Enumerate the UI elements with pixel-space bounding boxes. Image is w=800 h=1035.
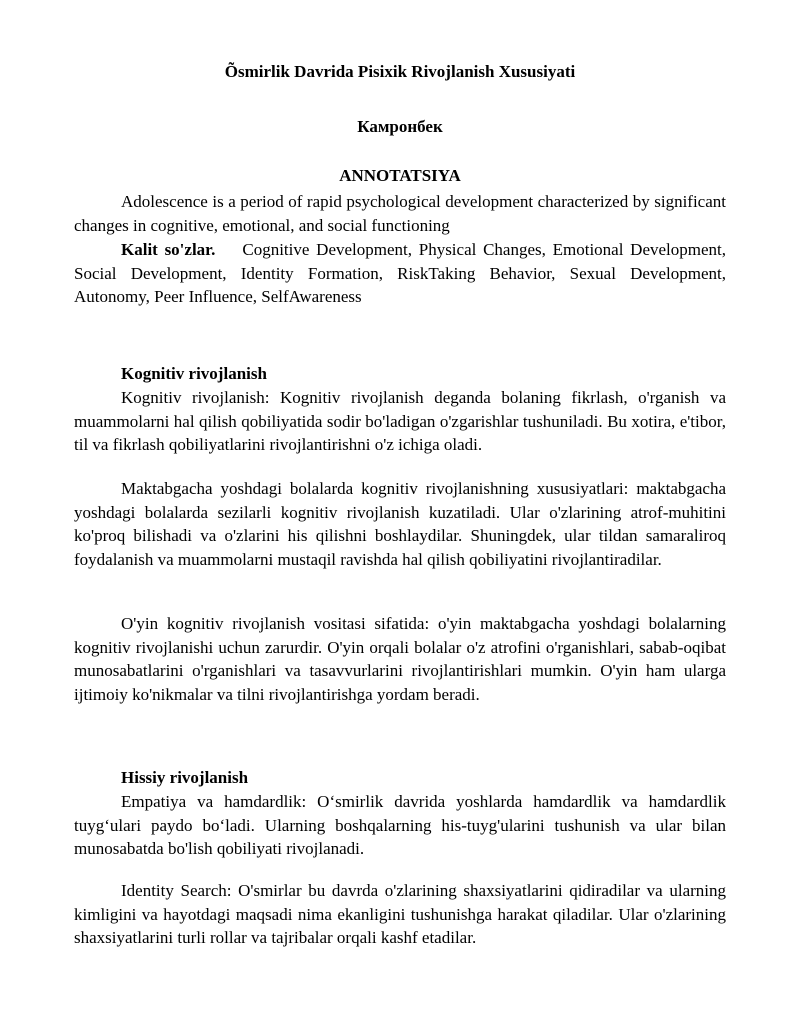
document-title: Õsmirlik Davrida Pisixik Rivojlanish Xususiyati (224, 62, 576, 81)
section-paragraph: Identity Search: O'smirlar bu davrda o'zlarining shaxsiyatlarini qidiradilar va ularning kimligini va hayotdagi maqsadi nima ekanligini tushunishga harakat qiladilar. Ular o'zlarining shaxsiyatlarini turli rollar va tajribalar orqali kashf etadilar. (74, 881, 726, 947)
annotation-heading: ANNOTATSIYA (339, 166, 461, 185)
keywords-paragraph (74, 238, 726, 309)
section-heading-emotional: Hissiy rivojlanish (121, 768, 249, 787)
section-paragraph: Kognitiv rivojlanish: Kognitiv rivojlanish deganda bolaning fikrlash, o'rganish va muammolarni hal qilish qobiliyatida sodir bo'ladigan o'zgarishlar tushuniladi. Bu xotira, e'tibor, til va fikrlash qobiliyatlarini rivojlantirishni o'z ichiga oladi. (74, 388, 726, 454)
author-name: Камронбек (357, 117, 443, 136)
section-paragraph: Empatiya va hamdardlik: O‘smirlik davrida yoshlarda hamdardlik va hamdardlik tuyg‘ulari paydo bo‘ladi. Ularning boshqalarning his-tuyg'ularini tushunish va ular bilan munosabatda bo'lish qobiliyati rivojlanadi. (74, 792, 726, 858)
keywords-list: Cognitive Development, Physical Changes, Emotional Development, Social Development, Identity Formation, RiskTaking Behavior, Sexual Development, Autonomy, Peer Influence, SelfAwareness (74, 240, 726, 306)
section-paragraph: O'yin kognitiv rivojlanish vositasi sifatida: o'yin maktabgacha yoshdagi bolalarning kognitiv rivojlanishi uchun zarurdir. O'yin orqali bolalar o'z atrofini o'rganishlari, sabab-oqibat munosabatlarini o'rganishlari va tasavvurlarini rivojlantirishlari mumkin. O'yin ham ularga ijtimoiy ko'nikmalar va tilni rivojlantirishga yordam beradi. (74, 614, 726, 704)
section-paragraph: Maktabgacha yoshdagi bolalarda kognitiv rivojlanishning xususiyatlari: maktabgacha yoshdagi bolalarda sezilarli kognitiv rivojlanish kuzatiladi. Ular o'zlarining atrof-muhitini ko'proq bilishadi va o'zlarini his qilishni boshlaydilar. Shuningdek, ular tildan samaraliroq foydalanish va muammolarni mustaqil ravishda hal qilish qobiliyatini rivojlantiradilar. (74, 479, 726, 569)
abstract-paragraph: Adolescence is a period of rapid psychological development characterized by significant changes in cognitive, emotional, and social functioning (74, 192, 726, 235)
keywords-label: Kalit so'zlar. (121, 240, 216, 259)
section-heading-cognitive: Kognitiv rivojlanish (121, 364, 267, 383)
